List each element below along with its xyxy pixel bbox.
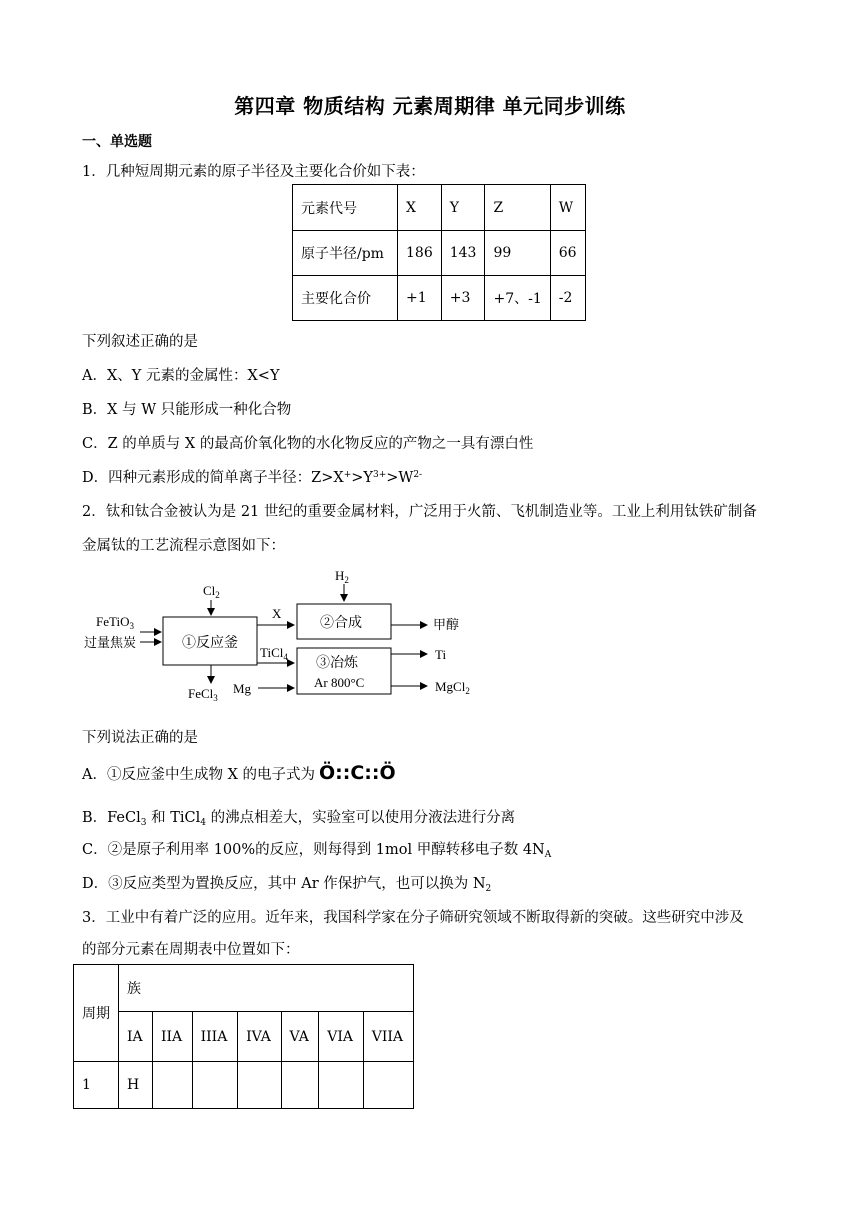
q1-cell: 主要化合价	[293, 276, 398, 321]
q1-cell: 143	[441, 231, 485, 276]
q1-cell: 元素代号	[293, 185, 398, 231]
q2-stem-line2: 金属钛的工艺流程示意图如下：	[82, 538, 285, 554]
element-cell	[363, 1062, 413, 1109]
element-cell	[192, 1062, 237, 1109]
group-cell: VIA	[319, 1012, 363, 1062]
q1-option-c: C．Z 的单质与 X 的最高价氧化物的水化物反应的产物之一具有漂白性	[82, 436, 534, 452]
q1-cell: X	[398, 185, 442, 231]
subscript: 3	[140, 818, 147, 828]
cl2-label: $Cl_2$	[203, 583, 220, 600]
q2-option-b-text: 和 TiCl	[146, 810, 201, 826]
q2-stem-line1: 2．钛和钛合金被认为是 21 世纪的重要金属材料，广泛用于火箭、飞机制造业等。工业上利用钛铁矿制备	[82, 504, 757, 520]
q1-stem: 1．几种短周期元素的原子半径及主要化合价如下表：	[82, 164, 425, 180]
q1-option-d	[82, 466, 422, 487]
h2-label: $H_2$	[335, 570, 349, 585]
mg-label: Mg	[233, 681, 252, 696]
mgcl2-label: MgCl$_2$	[435, 679, 470, 696]
period-cell: 1	[74, 1062, 119, 1109]
q1-cell: Z	[485, 185, 550, 231]
q2-option-d-text: D．③反应类型为置换反应，其中 Ar 作保护气，也可以换为 N	[82, 876, 486, 892]
group-cell: IVA	[238, 1012, 281, 1062]
q2-option-b	[82, 806, 515, 827]
page-title: 第四章 物质结构 元素周期律 单元同步训练	[234, 94, 626, 118]
q2-option-c-text: C．②是原子利用率 100%的反应，则每得到 1mol 甲醇转移电子数 4N	[82, 842, 545, 858]
q2-option-b-text: B．FeCl	[82, 810, 141, 826]
q1-prompt: 下列叙述正确的是	[82, 334, 198, 350]
element-cell	[238, 1062, 281, 1109]
group-cell: VIIA	[363, 1012, 413, 1062]
group-cell: IA	[119, 1012, 153, 1062]
q1-option-a: A．X、Y 元素的金属性：X<Y	[82, 368, 280, 384]
q2-option-d	[82, 872, 491, 893]
x-label: X	[272, 606, 282, 621]
subscript: 4	[200, 818, 206, 828]
element-cell	[281, 1062, 319, 1109]
process-flow-diagram	[82, 570, 482, 704]
element-cell: H	[119, 1062, 153, 1109]
q2-option-a	[82, 762, 396, 784]
group-cell: IIIA	[192, 1012, 237, 1062]
group-header: 族	[119, 965, 414, 1012]
q2-prompt: 下列说法正确的是	[82, 730, 198, 746]
subscript: A	[544, 850, 552, 860]
smelting-condition: Ar 800°C	[314, 675, 365, 690]
q1-option-d-text: >W	[386, 470, 414, 486]
q1-option-d-text: >Y	[351, 470, 373, 486]
q1-cell: 186	[398, 231, 442, 276]
charge: 2-	[413, 470, 423, 480]
q1-cell: 66	[550, 231, 585, 276]
subscript: 2	[485, 884, 492, 894]
q3-stem-line1: 3．工业中有着广泛的应用。近年来，我国科学家在分子筛研究领域不断取得新的突破。这些研究中涉及	[82, 910, 744, 926]
element-cell	[319, 1062, 363, 1109]
group-cell: IIA	[152, 1012, 192, 1062]
element-cell	[152, 1062, 192, 1109]
periodic-table	[73, 964, 414, 1109]
ti-label: Ti	[435, 647, 447, 662]
section-heading: 一、单选题	[82, 134, 152, 150]
feed-coke-label: 过量焦炭	[84, 635, 137, 650]
q2-option-a-text: A．①反应釜中生成物 X 的电子式为	[82, 767, 316, 783]
q1-option-d-text: D．四种元素形成的简单离子半径：Z	[82, 470, 322, 486]
q1-cell: +3	[441, 276, 485, 321]
q1-cell: +1	[398, 276, 442, 321]
q1-cell: Y	[441, 185, 485, 231]
fecl3-label: FeCl$_3$	[188, 686, 218, 703]
q1-option-b: B．X 与 W 只能形成一种化合物	[82, 402, 292, 418]
smelting-label: ③冶炼	[316, 656, 358, 671]
synthesis-label: ②合成	[320, 616, 362, 631]
period-header: 周期	[74, 965, 119, 1062]
q1-cell: 原子半径/pm	[293, 231, 398, 276]
q2-option-b-text: 的沸点相差大，实验室可以使用分液法进行分离	[205, 810, 516, 826]
q2-option-c	[82, 838, 551, 859]
q3-stem-line2: 的部分元素在周期表中位置如下：	[82, 942, 300, 958]
charge: +	[343, 470, 352, 480]
q1-cell: -2	[550, 276, 585, 321]
group-cell: VA	[281, 1012, 319, 1062]
q1-cell: W	[550, 185, 585, 231]
methanol-label: 甲醇	[433, 617, 460, 632]
charge: 3+	[372, 470, 387, 480]
ticl4-label: TiCl$_4$	[260, 645, 288, 662]
q1-cell: 99	[485, 231, 550, 276]
feed-fetio3-label: FeTiO$_3$	[96, 614, 134, 631]
electron-formula: Ö::C::Ö	[319, 762, 396, 784]
q1-cell: +7、-1	[485, 276, 550, 321]
reactor-label: ①反应釜	[182, 636, 238, 651]
q1-table	[292, 184, 586, 321]
q1-option-d-text: >X	[321, 470, 344, 486]
